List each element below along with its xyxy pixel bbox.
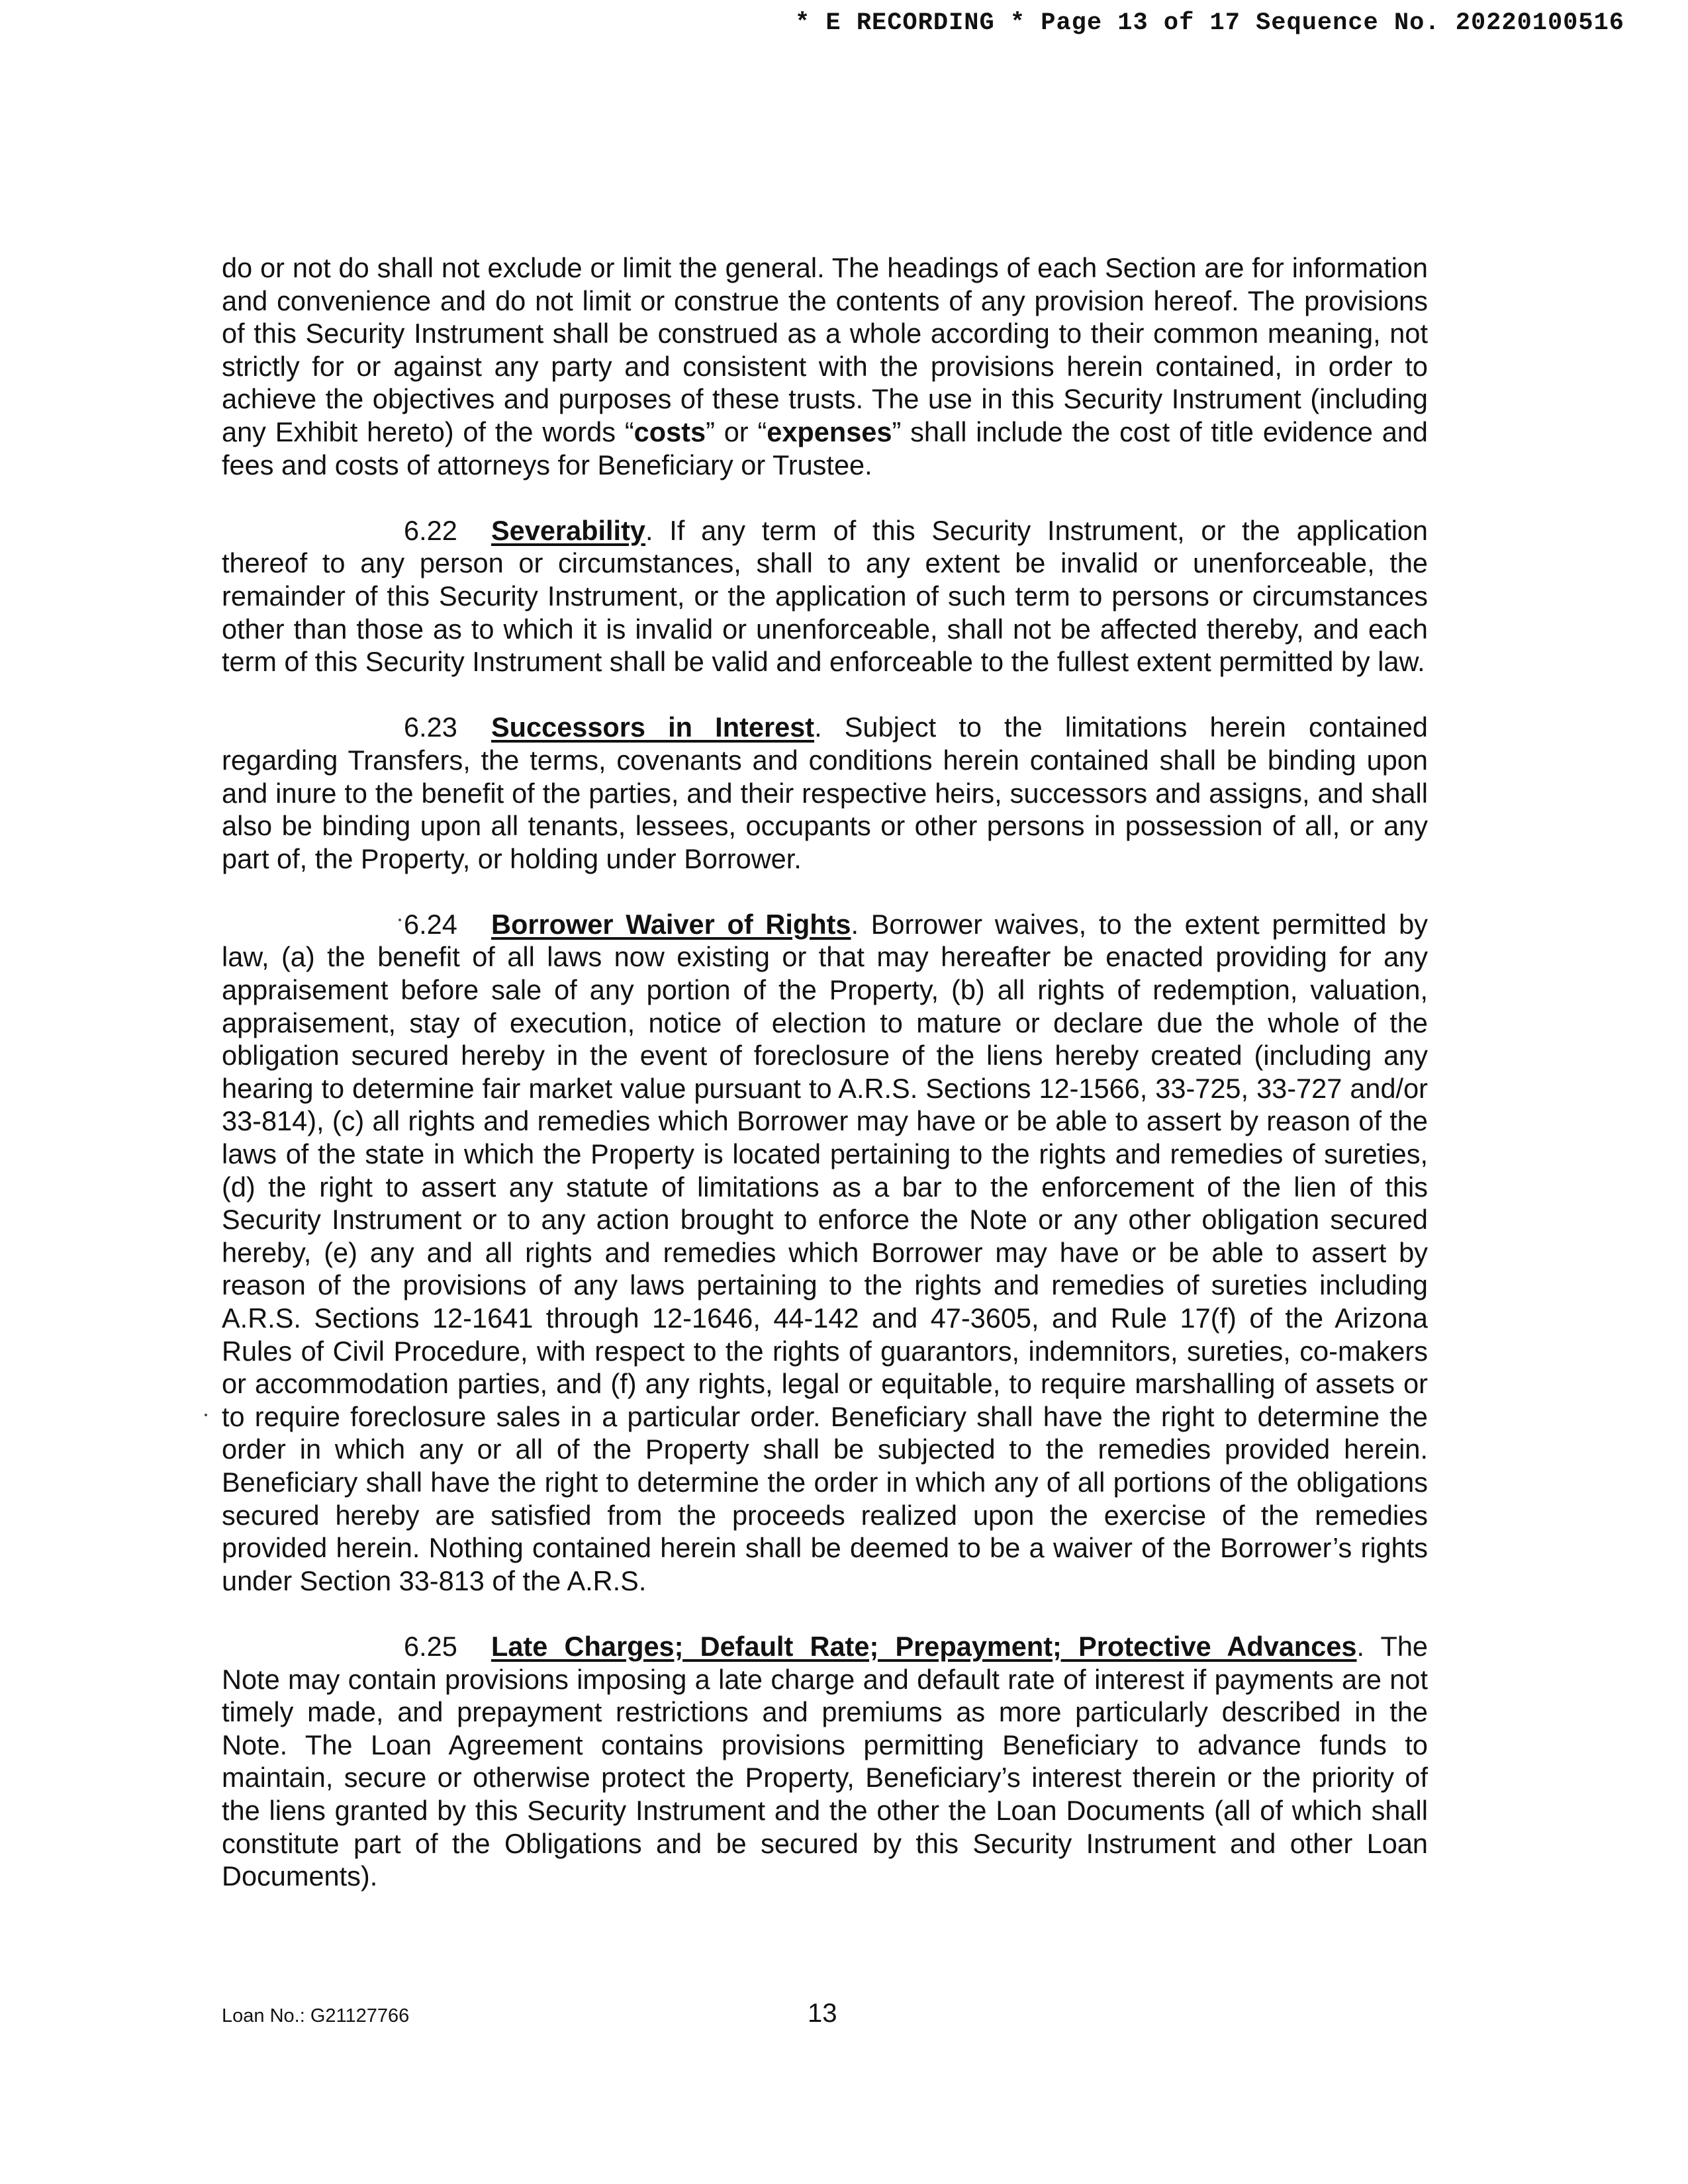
- section-text: . If any term of this Security Instrument, or the application thereof to any person or circumstances, shall to any extent be invalid or unenforceable, the remainder of this Security Instrument, or the application of such term to persons or circumstances other than those as to which it is invalid or unenforceable, shall not be affected thereby, and each term of this Security Instrument shall be valid and enforceable to the fullest extent permitted by law.: [222, 514, 1428, 678]
- section-title: Late Charges; Default Rate; Prepayment; Protective Advances: [491, 1630, 1357, 1662]
- document-body: [222, 251, 1428, 1925]
- section-text: . The Note may contain provisions imposing a late charge and default rate of interest if payments are not timely made, and prepayment restrictions and premiums as more particularly described in the Note. The Loan Agreement contains provisions permitting Beneficiary to advance funds to maintain, secure or otherwise protect the Property, Beneficiary’s interest therein or the priority of the liens granted by this Security Instrument and the other the Loan Documents (all of which shall constitute part of the Obligations and be secured by this Security Instrument and other Loan Documents).: [222, 1630, 1429, 1892]
- section-6-25: [222, 1630, 1428, 1893]
- section-title: Severability: [491, 514, 645, 546]
- intro-paragraph: [222, 251, 1428, 481]
- intro-text-1: do or not do shall not exclude or limit the general. The headings of each Section are for information and convenience and do not limit or construe the contents of any provision hereof. The provisions of this Security Instrument shall be construed as a whole according to their common meaning, not strictly for or against any party and consistent with the provisions herein contained, in order to achieve the objectives and purposes of these trusts. The use in this Security Instrument (including any Exhibit hereto) of the words “: [222, 252, 1428, 447]
- section-6-24: [222, 908, 1428, 1597]
- page-number: 13: [808, 1999, 837, 2028]
- section-title: Successors in Interest: [491, 711, 815, 743]
- section-number: 6.22: [404, 514, 457, 546]
- section-6-22: [222, 514, 1428, 678]
- section-title: Borrower Waiver of Rights: [491, 908, 851, 940]
- section-number: 6.25: [404, 1630, 457, 1662]
- section-number: 6.24: [404, 908, 457, 940]
- intro-text-2: ” or “: [706, 416, 767, 447]
- section-text: . Borrower waives, to the extent permitted by law, (a) the benefit of all laws now existing or that may hereafter be enacted providing for any appraisement before sale of any portion of the Property, (b) all rights of redemption, valuation, appraisement, stay of execution, notice of election to mature or declare due the whole of the obligation secured hereby in the event of foreclosure of the liens hereby created (including any hearing to determine fair market value pursuant to A.R.S. Sections 12-1566, 33-725, 33-727 and/or 33-814), (c) all rights and remedies which Borrower may have or be able to assert by reason of the laws of the state in which the Property is located pertaining to the rights and remedies of sureties, (d) the right to assert any statute of limitations as a bar to the enforcement of the lien of this Security Instrument or to any action brought to enforce the Note or any other obligation secured hereby, (e) any and all rights and remedies which Borrower may have or be able to assert by reason of the provisions of any laws pertaining to the rights and remedies of sureties including A.R.S. Sections 12-1641 through 12-1646, 44-142 and 47-3605, and Rule 17(f) of the Arizona Rules of Civil Procedure, with respect to the rights of guarantors, indemnitors, sureties, co-makers or accommodation parties, and (f) any rights, legal or equitable, to require marshalling of assets or to require foreclosure sales in a particular order. Beneficiary shall have the right to determine the order in which any or all of the Property shall be subjected to the remedies provided herein. Beneficiary shall have the right to determine the order in which any of all portions of the obligations secured hereby are satisfied from the proceeds realized upon the exercise of the remedies provided herein. Nothing contained herein shall be deemed to be a waiver of the Borrower’s rights under Section 33-813 of the A.R.S.: [222, 908, 1428, 1596]
- scan-speck: [399, 919, 401, 921]
- scan-speck: [205, 1414, 207, 1416]
- intro-text-3: ” shall include the cost of title evidence and fees and costs of attorneys for Beneficiary or Trustee.: [222, 416, 1428, 480]
- section-text: . Subject to the limitations herein contained regarding Transfers, the terms, covenants and conditions herein contained shall be binding upon and inure to the benefit of the parties, and their respective heirs, successors and assigns, and shall also be binding upon all tenants, lessees, occupants or other persons in possession of all, or any part of, the Property, or holding under Borrower.: [222, 711, 1428, 874]
- loan-number: Loan No.: G21127766: [222, 2005, 410, 2026]
- keyword-expenses: expenses: [767, 416, 892, 447]
- section-number: 6.23: [404, 711, 457, 743]
- section-6-23: [222, 711, 1428, 875]
- keyword-costs: costs: [633, 416, 706, 447]
- recording-header: * E RECORDING * Page 13 of 17 Sequence No. 20220100516: [795, 9, 1624, 37]
